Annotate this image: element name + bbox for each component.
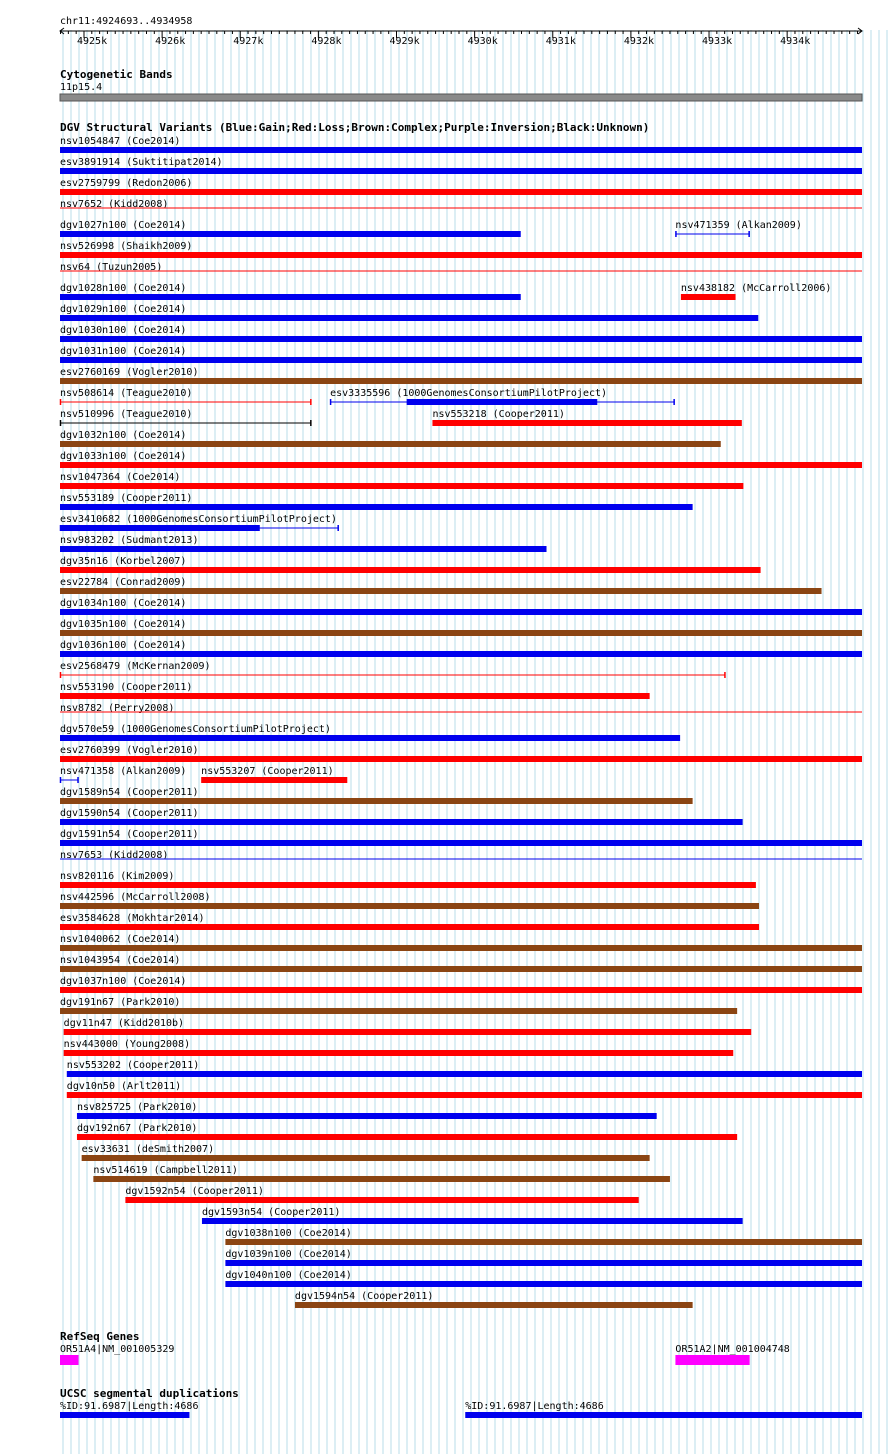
dgv-variant-bar[interactable] [60, 924, 759, 930]
dgv-variant-label: dgv1594n54 (Cooper2011) [294, 1291, 434, 1302]
dgv-variant-bar[interactable] [60, 987, 862, 993]
dgv-variant-label: dgv1029n100 (Coe2014) [60, 304, 187, 315]
dgv-variant-bar[interactable] [295, 1302, 693, 1308]
dgv-variant-label: nsv438182 (McCarroll2006) [680, 283, 832, 294]
dgv-variant-label: dgv570e59 (1000GenomesConsortiumPilotProject) [60, 724, 331, 735]
dgv-variant-label: dgv1035n100 (Coe2014) [60, 619, 187, 630]
dgv-variant-bar[interactable] [60, 462, 862, 468]
dgv-variant-label: nsv443000 (Young2008) [63, 1039, 191, 1050]
cytoband-label: 11p15.4 [60, 82, 103, 93]
dgv-variant-label: dgv1028n100 (Coe2014) [60, 283, 187, 294]
dgv-variant-label: esv2759799 (Redon2006) [60, 178, 193, 189]
dgv-variant-bar[interactable] [225, 1239, 862, 1245]
ruler-track [60, 16, 862, 47]
ruler-tick-label: 4934k [780, 36, 811, 47]
dgv-variant-bar[interactable] [225, 1260, 862, 1266]
ruler-tick-label: 4933k [702, 36, 733, 47]
dgv-variant-label: dgv191n67 (Park2010) [60, 997, 181, 1008]
dgv-variant-label: dgv1036n100 (Coe2014) [60, 640, 187, 651]
dgv-variant-bar[interactable] [125, 1197, 638, 1203]
dgv-variant-label: dgv1033n100 (Coe2014) [60, 451, 187, 462]
dgv-variant-bar[interactable] [60, 231, 521, 237]
ruler-tick-label: 4927k [233, 36, 264, 47]
dgv-variant-label: esv2760169 (Vogler2010) [60, 367, 199, 378]
dgv-variant-bar[interactable] [60, 651, 862, 657]
dgv-variant-bar[interactable] [60, 483, 743, 489]
dgv-variant-bar[interactable] [64, 1029, 752, 1035]
dgv-variant-label: nsv7653 (Kidd2008) [60, 850, 169, 861]
dgv-variant-label: nsv553202 (Cooper2011) [66, 1060, 200, 1071]
dgv-variant-label: nsv1040062 (Coe2014) [60, 934, 181, 945]
dgv-variant-label: dgv1038n100 (Coe2014) [225, 1228, 352, 1239]
dgv-variant-label: nsv825725 (Park2010) [76, 1102, 198, 1113]
dgv-variant-label: esv2568479 (McKernan2009) [60, 661, 211, 672]
cytoband-track [60, 68, 862, 101]
dgv-variant-label: nsv1047364 (Coe2014) [60, 472, 181, 483]
dgv-variant-label: nsv510996 (Teague2010) [60, 409, 193, 420]
ruler-ticks [60, 28, 862, 47]
dgv-variant-label: nsv471359 (Alkan2009) [675, 220, 802, 231]
dgv-variant-bar[interactable] [60, 357, 862, 363]
dgv-variant-label: esv22784 (Conrad2009) [60, 577, 187, 588]
dgv-variant-bar[interactable] [60, 315, 758, 321]
dgv-variant-label: dgv1030n100 (Coe2014) [60, 325, 187, 336]
dgv-variant-label: esv33631 (deSmith2007) [81, 1144, 215, 1155]
dgv-variant-bar[interactable] [60, 882, 756, 888]
dgv-variant-label: esv3584628 (Mokhtar2014) [60, 913, 205, 924]
dgv-variant-bar[interactable] [60, 945, 862, 951]
dgv-variant-bar[interactable] [60, 294, 521, 300]
segdup-track-title: UCSC segmental duplications [60, 1387, 239, 1400]
dgv-variant-label: nsv1043954 (Coe2014) [60, 955, 181, 966]
refseq-track-title: RefSeq Genes [60, 1330, 140, 1343]
segdup-label: %ID:91.6987|Length:4686 [465, 1401, 604, 1412]
dgv-variant-bar[interactable] [60, 630, 862, 636]
cytoband-bar[interactable] [60, 94, 862, 101]
dgv-variant-bar[interactable] [60, 168, 862, 174]
dgv-variant-bar[interactable] [202, 1218, 743, 1224]
dgv-variant-bar[interactable] [60, 735, 680, 741]
dgv-variant-label: dgv1592n54 (Cooper2011) [125, 1186, 264, 1197]
ruler-tick-label: 4929k [389, 36, 420, 47]
dgv-variant-bar[interactable] [60, 189, 862, 195]
refseq-features [60, 1344, 790, 1365]
segdup-feature[interactable] [465, 1412, 862, 1418]
dgv-variant-label: nsv820116 (Kim2009) [60, 871, 175, 882]
dgv-track [60, 121, 862, 1308]
dgv-variant-bar[interactable] [60, 378, 862, 384]
dgv-variant-label: nsv983202 (Sudmant2013) [60, 535, 199, 546]
gene-label: OR51A4|NM_001005329 [60, 1344, 175, 1355]
dgv-variant-label: nsv553218 (Cooper2011) [432, 409, 565, 420]
gene-label: OR51A2|NM_001004748 [675, 1344, 790, 1355]
dgv-variant-bar[interactable] [60, 819, 743, 825]
gene-feature[interactable] [60, 1355, 79, 1365]
gene-feature[interactable] [675, 1355, 749, 1365]
refseq-track [60, 1330, 790, 1365]
dgv-variant-label: esv2760399 (Vogler2010) [60, 745, 199, 756]
dgv-variant-bar[interactable] [64, 1050, 734, 1056]
dgv-variant-label: nsv508614 (Teague2010) [60, 388, 193, 399]
dgv-variant-bar[interactable] [60, 609, 862, 615]
dgv-variant-bar[interactable] [681, 294, 736, 300]
dgv-variant-label: dgv1039n100 (Coe2014) [225, 1249, 352, 1260]
dgv-variant-bar[interactable] [60, 252, 862, 258]
dgv-variant-label: dgv1590n54 (Cooper2011) [60, 808, 199, 819]
dgv-variant-label: dgv1040n100 (Coe2014) [225, 1270, 352, 1281]
dgv-variant-bar[interactable] [60, 336, 862, 342]
dgv-variant-bar[interactable] [77, 1134, 737, 1140]
dgv-variant-bar[interactable] [82, 1155, 650, 1161]
dgv-variant-bar[interactable] [60, 903, 759, 909]
ruler-tick-label: 4932k [623, 36, 655, 47]
dgv-features [60, 136, 862, 1308]
dgv-variant-label: esv3335596 (1000GenomesConsortiumPilotProject) [330, 388, 608, 399]
dgv-variant-bar[interactable] [60, 567, 761, 573]
dgv-variant-label: dgv192n67 (Park2010) [76, 1123, 198, 1134]
dgv-variant-bar[interactable] [67, 1071, 862, 1077]
ruler-tick-label: 4928k [311, 36, 342, 47]
dgv-variant-label: dgv35n16 (Korbel2007) [60, 556, 187, 567]
dgv-variant-label: nsv553189 (Cooper2011) [60, 493, 193, 504]
dgv-variant-bar[interactable] [67, 1092, 862, 1098]
dgv-variant-label: dgv1034n100 (Coe2014) [60, 598, 187, 609]
dgv-variant-label: dgv11n47 (Kidd2010b) [63, 1018, 185, 1029]
dgv-variant-label: nsv471358 (Alkan2009) [60, 766, 187, 777]
ruler-tick-label: 4930k [467, 36, 498, 47]
dgv-variant-label: dgv1031n100 (Coe2014) [60, 346, 187, 357]
segdup-label: %ID:91.6987|Length:4686 [60, 1401, 199, 1412]
dgv-variant-bar[interactable] [60, 840, 862, 846]
dgv-variant-bar[interactable] [93, 1176, 670, 1182]
dgv-variant-core[interactable] [60, 525, 260, 531]
dgv-variant-label: dgv1593n54 (Cooper2011) [201, 1207, 341, 1218]
dgv-variant-label: dgv1032n100 (Coe2014) [60, 430, 187, 441]
dgv-variant-bar[interactable] [60, 798, 693, 804]
dgv-variant-label: nsv7652 (Kidd2008) [60, 199, 169, 210]
dgv-variant-label: nsv526998 (Shaikh2009) [60, 241, 193, 252]
dgv-variant-label: nsv8782 (Perry2008) [60, 703, 175, 714]
ruler-tick-label: 4925k [76, 36, 108, 47]
segdup-feature[interactable] [60, 1412, 189, 1418]
dgv-variant-bar[interactable] [60, 441, 721, 447]
dgv-variant-bar[interactable] [225, 1281, 862, 1287]
dgv-variant-label: nsv1054847 (Coe2014) [60, 136, 181, 147]
dgv-variant-label: dgv1037n100 (Coe2014) [60, 976, 187, 987]
dgv-track-title: DGV Structural Variants (Blue:Gain;Red:Loss;Brown:Complex;Purple:Inversion;Black:Unknown) [60, 121, 650, 134]
dgv-variant-bar[interactable] [60, 504, 693, 510]
dgv-variant-label: esv3410682 (1000GenomesConsortiumPilotProject) [60, 514, 337, 525]
dgv-variant-bar[interactable] [60, 588, 822, 594]
ruler-tick-label: 4926k [155, 36, 186, 47]
dgv-variant-label: dgv10n50 (Arlt2011) [66, 1081, 182, 1092]
dgv-variant-bar[interactable] [60, 693, 650, 699]
segdup-track [60, 1387, 862, 1418]
dgv-variant-label: dgv1027n100 (Coe2014) [60, 220, 187, 231]
dgv-variant-bar[interactable] [60, 966, 862, 972]
position-label: chr11:4924693..4934958 [60, 16, 193, 27]
dgv-variant-bar[interactable] [60, 756, 862, 762]
dgv-variant-label: dgv1589n54 (Cooper2011) [60, 787, 199, 798]
dgv-variant-label: esv3891914 (Suktitipat2014) [60, 157, 223, 168]
dgv-variant-label: nsv553207 (Cooper2011) [201, 766, 334, 777]
segdup-features [60, 1401, 862, 1418]
dgv-variant-bar[interactable] [60, 546, 547, 552]
dgv-variant-label: nsv553190 (Cooper2011) [60, 682, 193, 693]
dgv-variant-bar[interactable] [60, 1008, 737, 1014]
dgv-variant-core[interactable] [407, 399, 598, 405]
dgv-variant-label: nsv442596 (McCarroll2008) [60, 892, 211, 903]
dgv-variant-bar[interactable] [60, 147, 862, 153]
dgv-variant-label: nsv64 (Tuzun2005) [60, 262, 163, 273]
ruler-tick-label: 4931k [545, 36, 576, 47]
dgv-variant-bar[interactable] [432, 420, 741, 426]
dgv-variant-label: dgv1591n54 (Cooper2011) [60, 829, 199, 840]
dgv-variant-bar[interactable] [77, 1113, 657, 1119]
dgv-variant-label: nsv514619 (Campbell2011) [93, 1165, 238, 1176]
dgv-variant-bar[interactable] [201, 777, 347, 783]
cytoband-track-title: Cytogenetic Bands [60, 68, 173, 81]
